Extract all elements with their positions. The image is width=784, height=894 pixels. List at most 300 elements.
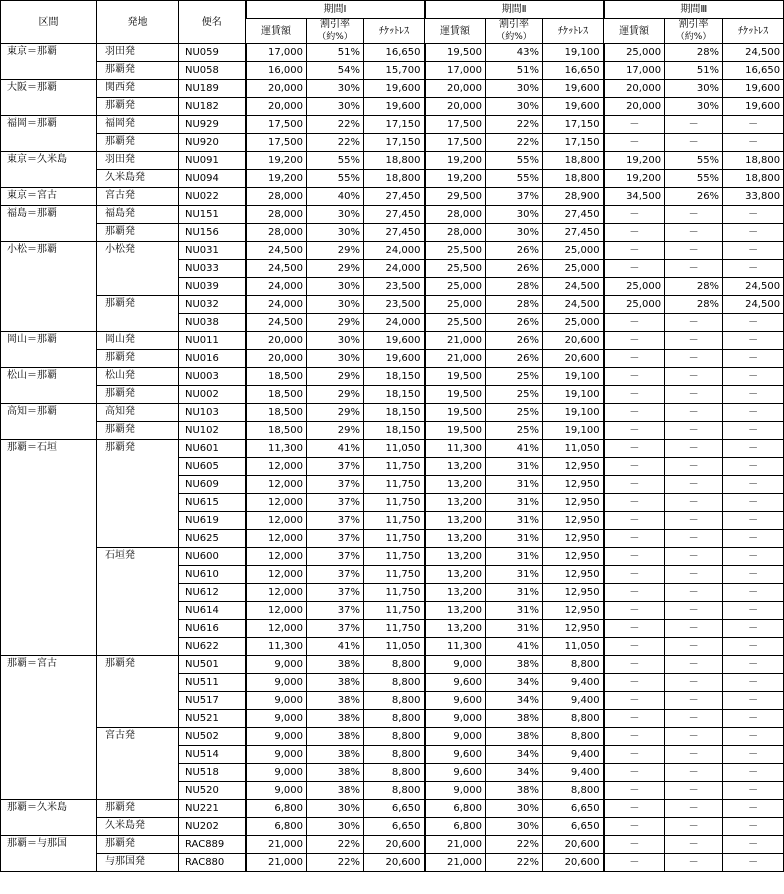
- discount-cell: 51%: [486, 62, 543, 80]
- ticketless-cell: 18,150: [364, 422, 425, 440]
- discount-cell: 37%: [307, 566, 364, 584]
- table-row: [1, 422, 784, 440]
- discount-cell: 37%: [307, 584, 364, 602]
- discount-cell: 37%: [307, 458, 364, 476]
- discount-cell: －: [665, 242, 723, 260]
- fare-cell: 6,800: [246, 818, 307, 836]
- discount-cell: 37%: [307, 602, 364, 620]
- fare-cell: 20,000: [246, 80, 307, 98]
- fare-cell: －: [604, 134, 665, 152]
- discount-cell: 38%: [486, 656, 543, 674]
- header-flight: 便名: [179, 1, 246, 44]
- fare-cell: 24,000: [246, 278, 307, 296]
- fare-cell: 17,500: [425, 134, 486, 152]
- table-row: [1, 386, 784, 404]
- discount-cell: 30%: [307, 296, 364, 314]
- discount-cell: －: [665, 206, 723, 224]
- fare-cell: 29,500: [425, 188, 486, 206]
- ticketless-cell: －: [723, 134, 784, 152]
- fare-cell: 18,500: [246, 404, 307, 422]
- ticketless-cell: 18,150: [364, 404, 425, 422]
- discount-cell: 38%: [307, 692, 364, 710]
- fare-cell: 28,000: [246, 224, 307, 242]
- ticketless-cell: 12,950: [543, 602, 604, 620]
- discount-cell: 54%: [307, 62, 364, 80]
- flight-number-cell: NU031: [179, 242, 246, 260]
- fare-cell: 13,200: [425, 620, 486, 638]
- ticketless-cell: 12,950: [543, 566, 604, 584]
- fare-cell: 9,000: [425, 728, 486, 746]
- discount-cell: －: [665, 440, 723, 458]
- ticketless-cell: 18,800: [543, 170, 604, 188]
- ticketless-cell: 8,800: [364, 692, 425, 710]
- table-row: [1, 404, 784, 422]
- discount-cell: 29%: [307, 314, 364, 332]
- fare-cell: 20,000: [246, 332, 307, 350]
- flight-number-cell: NU032: [179, 296, 246, 314]
- discount-cell: 31%: [486, 476, 543, 494]
- flight-number-cell: NU520: [179, 782, 246, 800]
- discount-cell: －: [665, 674, 723, 692]
- fare-cell: 9,600: [425, 746, 486, 764]
- ticketless-cell: 17,150: [543, 134, 604, 152]
- discount-cell: 38%: [307, 674, 364, 692]
- departure-cell: 高知発: [97, 404, 179, 422]
- fare-cell: 18,500: [246, 422, 307, 440]
- discount-cell: 28%: [486, 296, 543, 314]
- ticketless-cell: －: [723, 710, 784, 728]
- header-fare: 運賃額: [604, 19, 665, 44]
- ticketless-cell: 12,950: [543, 494, 604, 512]
- fare-cell: 12,000: [246, 620, 307, 638]
- discount-cell: －: [665, 584, 723, 602]
- fare-cell: －: [604, 746, 665, 764]
- discount-cell: －: [665, 260, 723, 278]
- route-cell: 那覇＝与那国: [1, 836, 97, 872]
- departure-cell: 羽田発: [97, 44, 179, 62]
- fare-cell: －: [604, 854, 665, 872]
- ticketless-cell: 12,950: [543, 458, 604, 476]
- flight-number-cell: NU103: [179, 404, 246, 422]
- ticketless-cell: －: [723, 116, 784, 134]
- discount-cell: 55%: [307, 170, 364, 188]
- fare-cell: 21,000: [425, 854, 486, 872]
- header-ticketless: ﾁｹｯﾄﾚｽ: [543, 19, 604, 44]
- ticketless-cell: －: [723, 728, 784, 746]
- discount-cell: 31%: [486, 620, 543, 638]
- fare-cell: －: [604, 818, 665, 836]
- departure-cell: 那覇発: [97, 224, 179, 242]
- ticketless-cell: 24,500: [723, 44, 784, 62]
- ticketless-cell: 18,800: [723, 152, 784, 170]
- flight-number-cell: NU059: [179, 44, 246, 62]
- discount-cell: 37%: [307, 494, 364, 512]
- flight-number-cell: NU202: [179, 818, 246, 836]
- fare-cell: 19,500: [425, 386, 486, 404]
- ticketless-cell: －: [723, 620, 784, 638]
- discount-cell: －: [665, 548, 723, 566]
- discount-cell: 38%: [486, 728, 543, 746]
- fare-cell: 13,200: [425, 494, 486, 512]
- ticketless-cell: －: [723, 476, 784, 494]
- discount-cell: 31%: [486, 584, 543, 602]
- fare-cell: 6,800: [425, 800, 486, 818]
- ticketless-cell: －: [723, 854, 784, 872]
- route-cell: 福岡＝那覇: [1, 116, 97, 152]
- ticketless-cell: 19,100: [543, 386, 604, 404]
- departure-cell: 岡山発: [97, 332, 179, 350]
- route-cell: 東京＝那覇: [1, 44, 97, 80]
- ticketless-cell: 20,600: [543, 350, 604, 368]
- ticketless-cell: 11,050: [543, 440, 604, 458]
- discount-cell: 22%: [307, 836, 364, 854]
- route-cell: 松山＝那覇: [1, 368, 97, 404]
- fare-cell: －: [604, 458, 665, 476]
- fare-cell: 34,500: [604, 188, 665, 206]
- departure-cell: 関西発: [97, 80, 179, 98]
- fare-cell: －: [604, 476, 665, 494]
- flight-number-cell: NU094: [179, 170, 246, 188]
- table-row: [1, 548, 784, 566]
- discount-cell: －: [665, 692, 723, 710]
- fare-cell: 24,500: [246, 242, 307, 260]
- ticketless-cell: 11,750: [364, 530, 425, 548]
- discount-cell: 34%: [486, 764, 543, 782]
- table-row: [1, 854, 784, 872]
- ticketless-cell: 8,800: [543, 782, 604, 800]
- ticketless-cell: 18,800: [364, 170, 425, 188]
- flight-number-cell: NU929: [179, 116, 246, 134]
- fare-cell: 19,200: [246, 152, 307, 170]
- discount-cell: 38%: [486, 710, 543, 728]
- ticketless-cell: －: [723, 800, 784, 818]
- fare-cell: 13,200: [425, 530, 486, 548]
- ticketless-cell: 9,400: [543, 692, 604, 710]
- ticketless-cell: －: [723, 746, 784, 764]
- fare-cell: 12,000: [246, 530, 307, 548]
- table-row: [1, 368, 784, 386]
- fare-cell: 28,000: [425, 206, 486, 224]
- flight-number-cell: NU600: [179, 548, 246, 566]
- discount-cell: －: [665, 782, 723, 800]
- ticketless-cell: 19,600: [723, 98, 784, 116]
- ticketless-cell: －: [723, 386, 784, 404]
- ticketless-cell: 19,600: [364, 98, 425, 116]
- ticketless-cell: －: [723, 656, 784, 674]
- discount-cell: 31%: [486, 566, 543, 584]
- discount-cell: －: [665, 800, 723, 818]
- ticketless-cell: 6,650: [364, 818, 425, 836]
- discount-cell: 31%: [486, 602, 543, 620]
- ticketless-cell: 18,800: [364, 152, 425, 170]
- flight-number-cell: NU189: [179, 80, 246, 98]
- ticketless-cell: 12,950: [543, 548, 604, 566]
- fare-cell: －: [604, 350, 665, 368]
- ticketless-cell: －: [723, 206, 784, 224]
- fare-cell: 9,000: [246, 728, 307, 746]
- flight-number-cell: NU102: [179, 422, 246, 440]
- ticketless-cell: 19,100: [543, 368, 604, 386]
- departure-cell: 久米島発: [97, 170, 179, 188]
- ticketless-cell: 19,600: [723, 80, 784, 98]
- flight-number-cell: NU038: [179, 314, 246, 332]
- ticketless-cell: 16,650: [723, 62, 784, 80]
- discount-cell: 30%: [307, 350, 364, 368]
- header-period-1: 期間Ⅰ: [246, 1, 425, 19]
- departure-cell: 久米島発: [97, 818, 179, 836]
- flight-number-cell: NU501: [179, 656, 246, 674]
- discount-cell: 30%: [486, 818, 543, 836]
- flight-number-cell: NU182: [179, 98, 246, 116]
- ticketless-cell: 23,500: [364, 296, 425, 314]
- table-row: [1, 116, 784, 134]
- flight-number-cell: NU502: [179, 728, 246, 746]
- ticketless-cell: －: [723, 350, 784, 368]
- ticketless-cell: －: [723, 530, 784, 548]
- departure-cell: 宮古発: [97, 728, 179, 800]
- discount-cell: 30%: [486, 80, 543, 98]
- fare-cell: 9,000: [246, 764, 307, 782]
- discount-cell: －: [665, 332, 723, 350]
- fare-cell: 21,000: [246, 836, 307, 854]
- flight-number-cell: NU521: [179, 710, 246, 728]
- header-discount: [665, 19, 723, 44]
- header-discount: [307, 19, 364, 44]
- departure-cell: 与那国発: [97, 854, 179, 872]
- ticketless-cell: －: [723, 260, 784, 278]
- fare-cell: 20,000: [425, 80, 486, 98]
- discount-cell: 38%: [307, 656, 364, 674]
- ticketless-cell: 11,750: [364, 476, 425, 494]
- fare-cell: 13,200: [425, 512, 486, 530]
- fare-cell: 9,000: [425, 782, 486, 800]
- header-discount-label: 割引率: [320, 19, 350, 30]
- header-fare: 運賃額: [425, 19, 486, 44]
- ticketless-cell: 11,750: [364, 548, 425, 566]
- discount-cell: 26%: [486, 350, 543, 368]
- ticketless-cell: 19,600: [364, 80, 425, 98]
- flight-number-cell: NU517: [179, 692, 246, 710]
- discount-cell: 29%: [307, 422, 364, 440]
- discount-cell: 37%: [307, 512, 364, 530]
- discount-cell: 31%: [486, 512, 543, 530]
- ticketless-cell: 19,100: [543, 422, 604, 440]
- discount-cell: －: [665, 386, 723, 404]
- fare-cell: 18,500: [246, 368, 307, 386]
- ticketless-cell: 19,600: [543, 98, 604, 116]
- discount-cell: 30%: [307, 278, 364, 296]
- ticketless-cell: 12,950: [543, 476, 604, 494]
- flight-number-cell: NU156: [179, 224, 246, 242]
- discount-cell: 30%: [307, 332, 364, 350]
- fare-cell: －: [604, 674, 665, 692]
- flight-number-cell: NU016: [179, 350, 246, 368]
- discount-cell: 31%: [486, 494, 543, 512]
- ticketless-cell: 11,050: [364, 440, 425, 458]
- flight-number-cell: NU619: [179, 512, 246, 530]
- ticketless-cell: 27,450: [543, 224, 604, 242]
- ticketless-cell: 11,750: [364, 602, 425, 620]
- ticketless-cell: 12,950: [543, 584, 604, 602]
- fare-cell: －: [604, 710, 665, 728]
- header-period-3: 期間Ⅲ: [604, 1, 784, 19]
- header-route: 区間: [1, 1, 97, 44]
- ticketless-cell: 8,800: [543, 710, 604, 728]
- ticketless-cell: 20,600: [543, 332, 604, 350]
- discount-cell: 22%: [486, 134, 543, 152]
- discount-cell: 37%: [307, 530, 364, 548]
- ticketless-cell: 15,700: [364, 62, 425, 80]
- table-row: [1, 296, 784, 314]
- fare-cell: 19,200: [425, 152, 486, 170]
- fare-cell: －: [604, 530, 665, 548]
- flight-number-cell: NU614: [179, 602, 246, 620]
- fare-cell: 12,000: [246, 566, 307, 584]
- discount-cell: －: [665, 530, 723, 548]
- ticketless-cell: 8,800: [364, 674, 425, 692]
- flight-number-cell: NU605: [179, 458, 246, 476]
- ticketless-cell: －: [723, 782, 784, 800]
- discount-cell: 31%: [486, 548, 543, 566]
- discount-cell: 29%: [307, 404, 364, 422]
- flight-number-cell: NU151: [179, 206, 246, 224]
- fare-cell: 12,000: [246, 512, 307, 530]
- ticketless-cell: －: [723, 512, 784, 530]
- departure-cell: 宮古発: [97, 188, 179, 206]
- route-cell: 小松＝那覇: [1, 242, 97, 332]
- discount-cell: 37%: [486, 188, 543, 206]
- flight-number-cell: NU518: [179, 764, 246, 782]
- ticketless-cell: 9,400: [543, 764, 604, 782]
- fare-cell: 9,600: [425, 764, 486, 782]
- fare-cell: －: [604, 440, 665, 458]
- discount-cell: 31%: [486, 458, 543, 476]
- ticketless-cell: 27,450: [543, 206, 604, 224]
- discount-cell: 31%: [486, 530, 543, 548]
- ticketless-cell: 11,750: [364, 512, 425, 530]
- fare-cell: 12,000: [246, 602, 307, 620]
- ticketless-cell: －: [723, 404, 784, 422]
- discount-cell: 30%: [307, 98, 364, 116]
- fare-cell: 17,500: [246, 134, 307, 152]
- flight-number-cell: NU002: [179, 386, 246, 404]
- flight-number-cell: NU622: [179, 638, 246, 656]
- table-row: [1, 350, 784, 368]
- ticketless-cell: 6,650: [364, 800, 425, 818]
- fare-cell: 17,000: [246, 44, 307, 62]
- table-row: [1, 152, 784, 170]
- ticketless-cell: 25,000: [543, 260, 604, 278]
- fare-cell: －: [604, 782, 665, 800]
- fare-cell: 24,500: [246, 314, 307, 332]
- departure-cell: 那覇発: [97, 98, 179, 116]
- ticketless-cell: 20,600: [364, 836, 425, 854]
- table-row: [1, 80, 784, 98]
- ticketless-cell: 9,400: [543, 674, 604, 692]
- discount-cell: －: [665, 710, 723, 728]
- ticketless-cell: 24,500: [723, 296, 784, 314]
- ticketless-cell: 33,800: [723, 188, 784, 206]
- ticketless-cell: 18,150: [364, 368, 425, 386]
- fare-cell: 20,000: [246, 350, 307, 368]
- fare-cell: 19,500: [425, 368, 486, 386]
- fare-cell: －: [604, 584, 665, 602]
- departure-cell: 那覇発: [97, 350, 179, 368]
- fare-cell: －: [604, 620, 665, 638]
- departure-cell: 福島発: [97, 206, 179, 224]
- fare-cell: －: [604, 116, 665, 134]
- fare-cell: 11,300: [425, 638, 486, 656]
- fare-cell: 21,000: [425, 350, 486, 368]
- discount-cell: 26%: [486, 242, 543, 260]
- fare-cell: －: [604, 242, 665, 260]
- fare-cell: 20,000: [604, 98, 665, 116]
- ticketless-cell: 8,800: [543, 728, 604, 746]
- discount-cell: 55%: [665, 152, 723, 170]
- departure-cell: 那覇発: [97, 386, 179, 404]
- fare-cell: －: [604, 404, 665, 422]
- departure-cell: 石垣発: [97, 548, 179, 656]
- fare-cell: 17,000: [604, 62, 665, 80]
- fare-cell: －: [604, 836, 665, 854]
- ticketless-cell: 9,400: [543, 746, 604, 764]
- ticketless-cell: 25,000: [543, 242, 604, 260]
- discount-cell: －: [665, 458, 723, 476]
- fare-cell: 17,500: [246, 116, 307, 134]
- fare-cell: 25,000: [604, 296, 665, 314]
- departure-cell: 那覇発: [97, 422, 179, 440]
- table-row: [1, 242, 784, 260]
- departure-cell: 福岡発: [97, 116, 179, 134]
- flight-number-cell: NU003: [179, 368, 246, 386]
- flight-number-cell: RAC880: [179, 854, 246, 872]
- discount-cell: 25%: [486, 404, 543, 422]
- fare-cell: 9,000: [246, 692, 307, 710]
- discount-cell: 30%: [486, 206, 543, 224]
- fare-cell: 12,000: [246, 458, 307, 476]
- table-row: [1, 206, 784, 224]
- flight-number-cell: NU610: [179, 566, 246, 584]
- header-departure: 発地: [97, 1, 179, 44]
- discount-cell: 51%: [307, 44, 364, 62]
- route-cell: 那覇＝久米島: [1, 800, 97, 836]
- discount-cell: －: [665, 656, 723, 674]
- discount-cell: 30%: [665, 80, 723, 98]
- discount-cell: 30%: [486, 98, 543, 116]
- discount-cell: －: [665, 854, 723, 872]
- flight-number-cell: NU033: [179, 260, 246, 278]
- ticketless-cell: －: [723, 818, 784, 836]
- discount-cell: 38%: [307, 764, 364, 782]
- discount-cell: 28%: [665, 296, 723, 314]
- fare-cell: 24,500: [246, 260, 307, 278]
- fare-cell: －: [604, 422, 665, 440]
- discount-cell: 34%: [486, 692, 543, 710]
- table-row: [1, 224, 784, 242]
- discount-cell: 40%: [307, 188, 364, 206]
- discount-cell: 38%: [307, 746, 364, 764]
- fare-cell: 17,500: [425, 116, 486, 134]
- discount-cell: 26%: [486, 332, 543, 350]
- discount-cell: 29%: [307, 242, 364, 260]
- ticketless-cell: －: [723, 764, 784, 782]
- ticketless-cell: 17,150: [364, 134, 425, 152]
- fare-cell: 21,000: [425, 836, 486, 854]
- ticketless-cell: 24,000: [364, 242, 425, 260]
- ticketless-cell: 11,050: [364, 638, 425, 656]
- discount-cell: －: [665, 566, 723, 584]
- discount-cell: －: [665, 476, 723, 494]
